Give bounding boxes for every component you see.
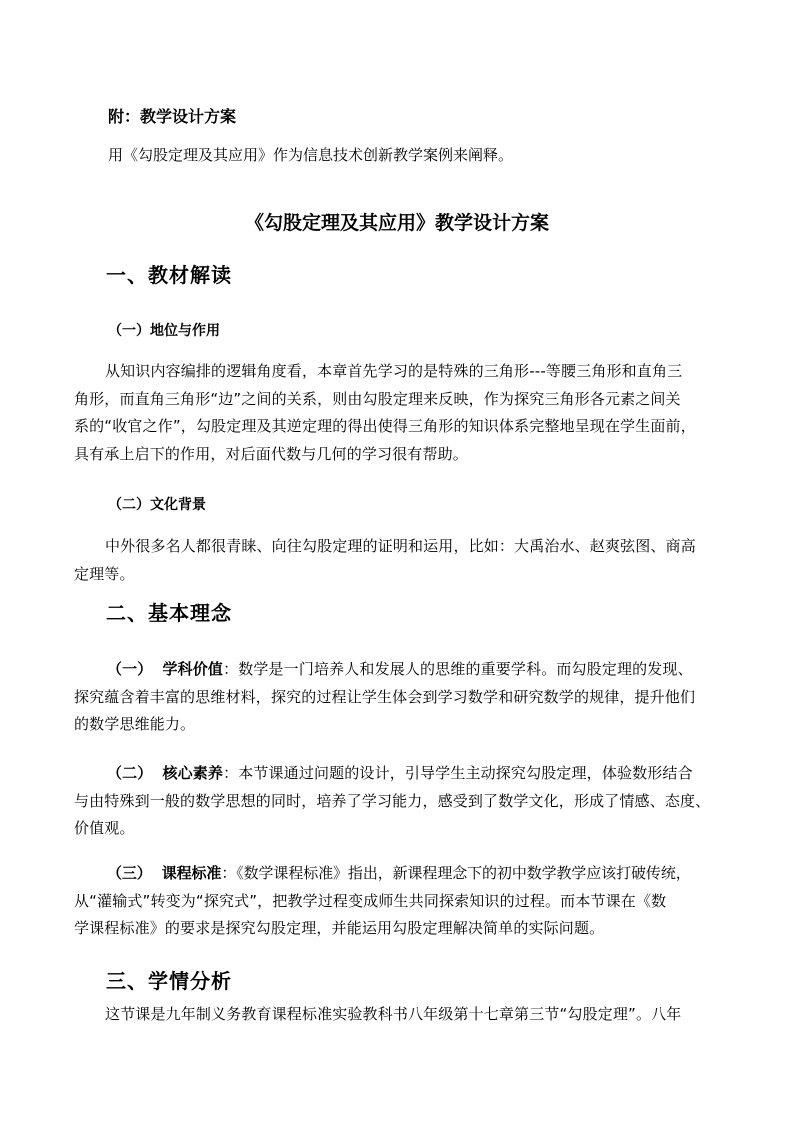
item-number: （二） (107, 764, 153, 782)
section-heading-learner-analysis: 三、学情分析 (106, 969, 232, 993)
item-core-literacy (74, 760, 710, 843)
paragraph-line: 价值观。 (74, 819, 135, 837)
paragraph-line: 探究蕴含着丰富的思维材料，探究的过程让学生体会到学习数学和研究数学的规律，提升他们 (74, 687, 696, 706)
subsection-heading-role: （一）地位与作用 (108, 323, 220, 339)
item-first-line (74, 760, 710, 788)
paragraph-line: 这节课是九年制义务教育课程标准实验教科书八年级第十七章第三节“勾股定理”。八年 (105, 1005, 682, 1023)
subsection-heading-culture: （二）文化背景 (108, 497, 206, 513)
item-number: （三） (107, 864, 152, 882)
section-heading-textbook-analysis: 一、教材解读 (106, 263, 232, 287)
paragraph-role (74, 358, 696, 468)
paragraph-line: 从知识内容编排的逻辑角度看，本章首先学习的是特殊的三角形---等腰三角形和直角三 (105, 362, 683, 380)
item-text: ：《数学课程标准》指出，新课程理念下的初中数学教学应该打破传统， (221, 864, 691, 882)
paragraph-line: 系的“收官之作”，勾股定理及其逆定理的得出使得三角形的知识体系完整地呈现在学生面前， (74, 417, 696, 435)
paragraph-line: 从“灌输式”转变为“探究式”，把教学过程变成师生共同探索知识的过程。而本节课在《数 (74, 891, 667, 910)
paragraph-line: 具有承上启下的作用，对后面代数与几何的学习很有帮助。 (74, 444, 468, 463)
item-curriculum-standard (74, 860, 691, 943)
paragraph-line: 定理等。 (74, 564, 135, 583)
paragraph-line: 角形，而直角三角形“边”之间的关系，则由勾股定理来反映，作为探究三角形各元素之间关 (74, 389, 681, 408)
paragraph-line: 的数学思维能力。 (74, 715, 196, 733)
item-number: （一） (107, 660, 153, 678)
paragraph-learner-analysis (74, 1001, 681, 1029)
section-heading-basic-ideas: 二、基本理念 (106, 601, 232, 625)
item-subject-value (74, 656, 695, 739)
item-text: ：本节课通过问题的设计，引导学生主动探究勾股定理，体验数形结合 (223, 764, 693, 782)
appendix-heading: 附：教学设计方案 (108, 107, 237, 126)
appendix-intro: 用《勾股定理及其应用》作为信息技术创新教学案例来阐释。 (108, 146, 514, 164)
item-text: ：数学是一门培养人和发展人的思维的重要学科。而勾股定理的发现、 (223, 660, 693, 678)
paragraph-line: 学课程标准》的要求是探究勾股定理，并能运用勾股定理解决简单的实际问题。 (74, 919, 605, 937)
item-label: 学科价值 (162, 660, 224, 678)
item-first-line (74, 860, 691, 888)
item-label: 课程标准 (161, 864, 222, 882)
document-title: 《勾股定理及其应用》教学设计方案 (244, 212, 549, 234)
paragraph-culture (74, 533, 696, 588)
paragraph-line: 中外很多名人都很青睐、向往勾股定理的证明和运用，比如：大禹治水、赵爽弦图、商高 (105, 537, 696, 555)
item-label: 核心素养 (162, 764, 224, 782)
paragraph-line: 与由特殊到一般的数学思想的同时，培养了学习能力，感受到了数学文化，形成了情感、态度、 (74, 791, 711, 810)
item-first-line (74, 656, 695, 684)
